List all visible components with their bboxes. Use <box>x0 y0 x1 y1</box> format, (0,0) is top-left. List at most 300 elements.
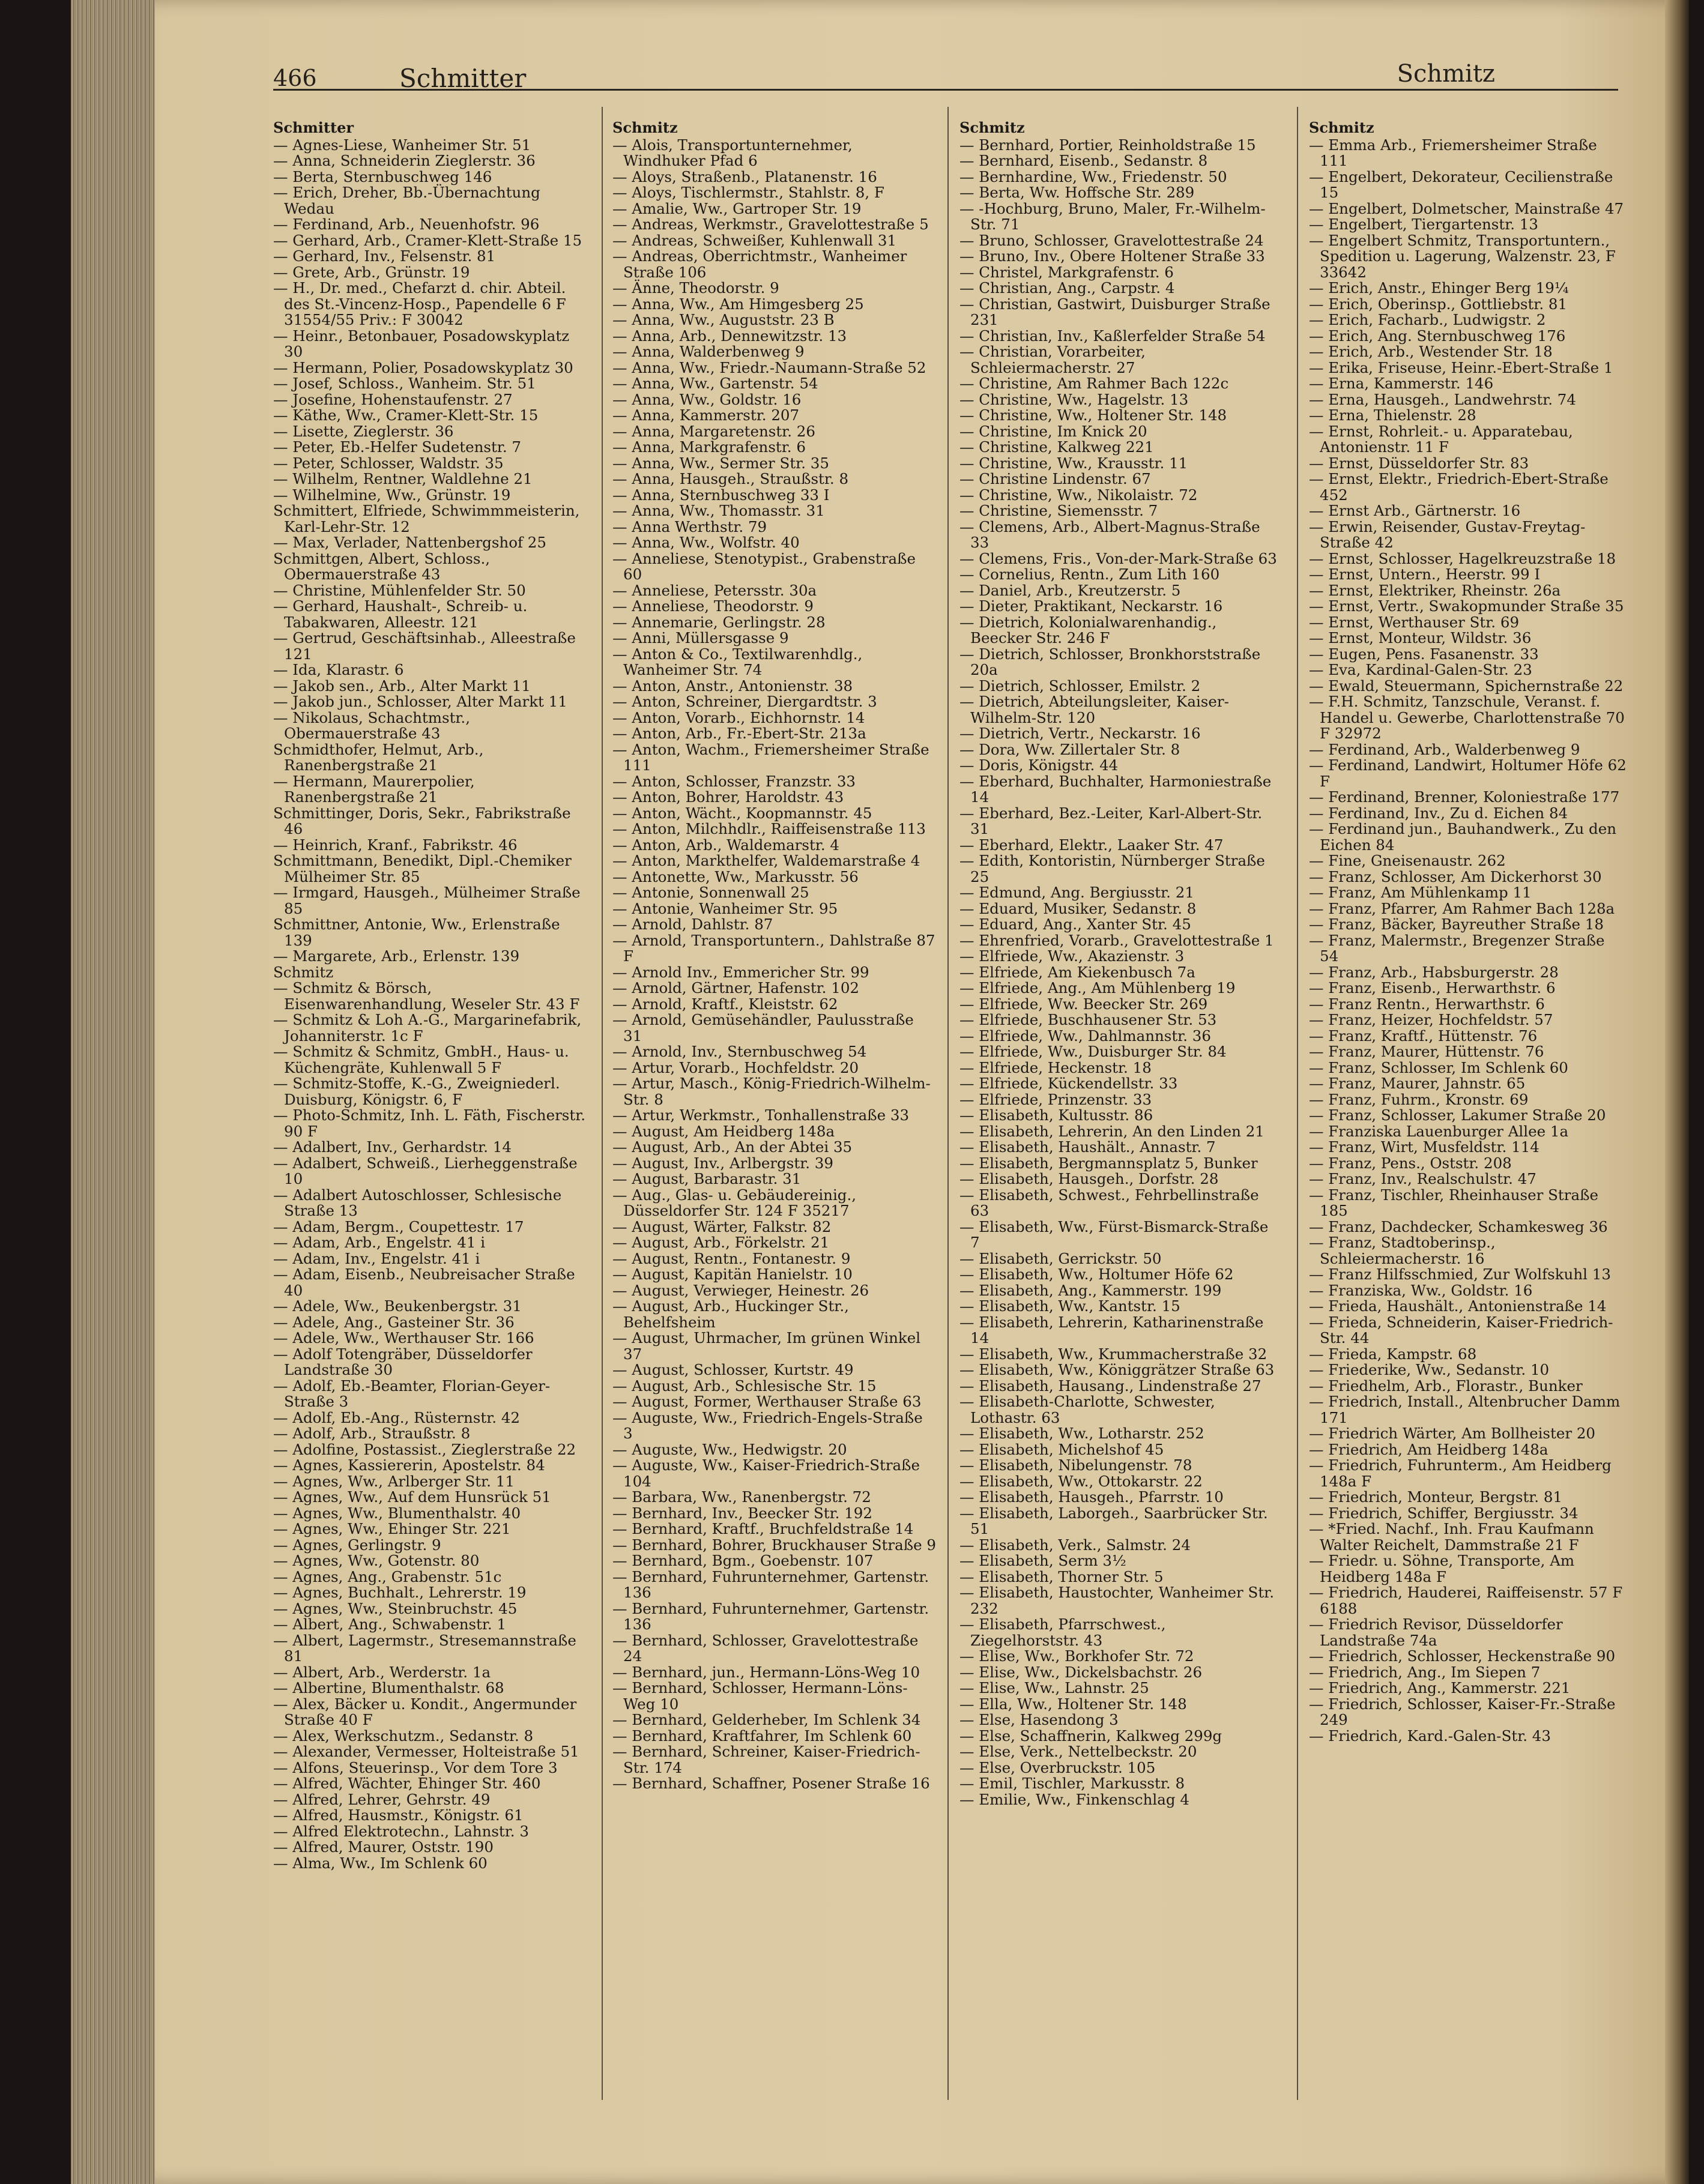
directory-entry: — August, Barbarastr. 31 <box>612 1170 802 1187</box>
directory-entry: — Franz, Schlosser, Im Schlenk 60 <box>1309 1058 1568 1076</box>
directory-entry: — August, Arb., Förkelstr. 21 <box>612 1234 830 1251</box>
directory-entry: — Amalie, Ww., Gartroper Str. 19 <box>612 199 862 217</box>
directory-entry: — Anneliese, Stenotypist., Grabenstraße 60 <box>612 549 916 583</box>
directory-entry: — Peter, Eb.-Helfer Sudetenstr. 7 <box>273 438 521 456</box>
directory-entry: — Bernhard, jun., Hermann-Löns-Weg 10 <box>612 1663 920 1681</box>
directory-entry: — Andreas, Schweißer, Kuhlenwall 31 <box>612 231 897 249</box>
directory-entry: — August, Kapitän Hanielstr. 10 <box>612 1265 853 1283</box>
directory-entry: — Dieter, Praktikant, Neckarstr. 16 <box>959 597 1223 615</box>
directory-entry: — Anna, Sternbuschweg 33 I <box>612 486 830 504</box>
directory-entry: — Albert, Arb., Werderstr. 1a <box>273 1663 491 1681</box>
directory-entry: — Ferdinand, Arb., Walderbenweg 9 <box>1309 740 1580 758</box>
directory-entry: — Elisabeth, Lehrerin, An den Linden 21 <box>959 1122 1264 1140</box>
directory-entry: — Elisabeth, Bergmannsplatz 5, Bunker <box>959 1154 1258 1172</box>
directory-entry: — Anton, Vorarb., Eichhornstr. 14 <box>612 708 865 726</box>
directory-entry: — Elisabeth, Serm 3½ <box>959 1552 1126 1569</box>
directory-entry: — Erich, Dreher, Bb.-Übernachtung Wedau <box>273 184 540 217</box>
directory-entry: — Andreas, Oberrichtmstr., Wanheimer Straße 106 <box>612 247 907 281</box>
directory-entry: — Erich, Facharb., Ludwigstr. 2 <box>1309 311 1546 328</box>
directory-entry: — Adam, Arb., Engelstr. 41 i <box>273 1234 486 1251</box>
directory-entry: — Wilhelm, Rentner, Waldlehne 21 <box>273 470 533 487</box>
directory-entry: — Emil, Tischler, Markusstr. 8 <box>959 1775 1185 1792</box>
directory-entry: — Christine, Siemensstr. 7 <box>959 502 1158 519</box>
directory-entry: — Christine, Ww., Holtener Str. 148 <box>959 406 1227 424</box>
directory-entry: — Bernhard, Bgm., Goebenstr. 107 <box>612 1552 874 1569</box>
directory-entry: Schmitz <box>273 963 334 981</box>
directory-entry: — Dora, Ww. Zillertaler Str. 8 <box>959 740 1180 758</box>
directory-entry: — Bernhard, Schlosser, Hermann-Löns-Weg 10 <box>612 1679 908 1713</box>
directory-entry: — H., Dr. med., Chefarzt d. chir. Abteil. des St.-Vincenz-Hosp., Papendelle 6 F 31554/55 Priv.: F 30042 <box>273 279 566 328</box>
directory-entry: — Elfriede, Ww., Dahlmannstr. 36 <box>959 1027 1211 1045</box>
directory-entry: — Anton & Co., Textilwarenhdlg., Wanheimer Str. 74 <box>612 645 863 678</box>
directory-entry: — Erich, Ang. Sternbuschweg 176 <box>1309 327 1566 345</box>
directory-entry: — Ernst, Elektr., Friedrich-Ebert-Straße 452 <box>1309 470 1609 504</box>
directory-entry: — August, Uhrmacher, Im grünen Winkel 37 <box>612 1329 921 1363</box>
directory-entry: — Else, Overbruckstr. 105 <box>959 1758 1156 1776</box>
directory-entry: — Franz, Arb., Habsburgerstr. 28 <box>1309 963 1559 981</box>
directory-entry: — August, Arb., Huckinger Str., Behelfsheim <box>612 1297 849 1331</box>
directory-entry: — Eduard, Musiker, Sedanstr. 8 <box>959 899 1197 917</box>
directory-entry: — Schmitz & Loh A.-G., Margarinefabrik, Johanniterstr. 1c F <box>273 1011 582 1045</box>
directory-entry: — Elfriede, Ang., Am Mühlenberg 19 <box>959 979 1236 997</box>
directory-entry: — Christine, Am Rahmer Bach 122c <box>959 375 1229 392</box>
directory-entry: — Agnes, Ww., Auf dem Hunsrück 51 <box>273 1488 551 1506</box>
column-heading: Schmitz <box>1309 120 1374 136</box>
directory-entry: — Elisabeth, Verk., Salmstr. 24 <box>959 1536 1191 1554</box>
directory-entry: — Agnes, Gerlingstr. 9 <box>273 1536 441 1554</box>
directory-entry: — Aloys, Tischlermstr., Stahlstr. 8, F <box>612 184 884 201</box>
header-running-title-right: Schmitz <box>1397 60 1495 88</box>
directory-entry: — Gerhard, Inv., Felsenstr. 81 <box>273 247 496 265</box>
directory-entry: — Artur, Vorarb., Hochfeldstr. 20 <box>612 1058 859 1076</box>
directory-entry: — Hermann, Polier, Posadowskyplatz 30 <box>273 358 573 376</box>
directory-entry: — Franz, Maurer, Hüttenstr. 76 <box>1309 1043 1544 1060</box>
directory-entry: — Elisabeth, Lehrerin, Katharinenstraße 14 <box>959 1313 1264 1347</box>
directory-entry: — Anton, Wachm., Friemersheimer Straße 111 <box>612 740 929 774</box>
directory-entry: — Erich, Anstr., Ehinger Berg 19¼ <box>1309 279 1569 297</box>
directory-entry: — Ernst, Schlosser, Hagelkreuzstraße 18 <box>1309 549 1616 567</box>
directory-entry: — Bruno, Schlosser, Gravelottestraße 24 <box>959 231 1264 249</box>
directory-entry: — Antonette, Ww., Markusstr. 56 <box>612 867 859 885</box>
directory-entry: — Edith, Kontoristin, Nürnberger Straße 25 <box>959 852 1265 885</box>
directory-entry: — August, Arb., Schlesische Str. 15 <box>612 1377 877 1395</box>
directory-entry: — Anton, Markthelfer, Waldemarstraße 4 <box>612 852 920 869</box>
directory-column-4 <box>1309 120 1627 2179</box>
book-page-edges <box>71 0 155 2184</box>
directory-entry: — Irmgard, Hausgeh., Mülheimer Straße 85 <box>273 884 581 917</box>
directory-entry: — Elisabeth, Michelshof 45 <box>959 1440 1164 1458</box>
directory-entry: — Franziska, Ww., Goldstr. 16 <box>1309 1281 1533 1299</box>
directory-entry: — August, Inv., Arlbergstr. 39 <box>612 1154 833 1172</box>
directory-entry: — Ella, Ww., Holtener Str. 148 <box>959 1695 1187 1713</box>
directory-entry: — Christine Lindenstr. 67 <box>959 470 1151 487</box>
directory-entry: — Aug., Glas- u. Gebäudereinig., Düsseldorfer Str. 124 F 35217 <box>612 1186 857 1219</box>
directory-entry: — Ehrenfried, Vorarb., Gravelottestraße 1 <box>959 931 1274 949</box>
directory-entry: Schmittinger, Doris, Sekr., Fabrikstraße 46 <box>273 804 571 837</box>
directory-entry: — Alma, Ww., Im Schlenk 60 <box>273 1854 488 1872</box>
directory-entry: — Christel, Markgrafenstr. 6 <box>959 263 1174 281</box>
directory-entry: — Ernst, Werthauser Str. 69 <box>1309 613 1520 631</box>
directory-entry: — Andreas, Werkmstr., Gravelottestraße 5 <box>612 216 929 233</box>
directory-entry: — Christine, Kalkweg 221 <box>959 438 1154 456</box>
directory-entry: — Auguste, Ww., Kaiser-Friedrich-Straße 104 <box>612 1456 920 1490</box>
directory-entry: — Arnold, Gärtner, Hafenstr. 102 <box>612 979 860 997</box>
directory-entry: — Elisabeth, Laborgeh., Saarbrücker Str. 51 <box>959 1504 1268 1537</box>
directory-entry: — Friedrich, Schiffer, Bergiusstr. 34 <box>1309 1504 1579 1522</box>
directory-entry: — Erich, Oberinsp., Gottliebstr. 81 <box>1309 295 1568 313</box>
directory-entry: — Engelbert, Dekorateur, Cecilienstraße 15 <box>1309 167 1613 201</box>
directory-entry: — Erich, Arb., Westender Str. 18 <box>1309 343 1553 360</box>
directory-entry: — Bernhard, Kraftfahrer, Im Schlenk 60 <box>612 1727 912 1745</box>
directory-entry: — Anna, Kammerstr. 207 <box>612 406 800 424</box>
directory-entry: — Grete, Arb., Grünstr. 19 <box>273 263 470 281</box>
directory-entry: — Anneliese, Petersstr. 30a <box>612 581 817 599</box>
page-header <box>273 47 1618 91</box>
directory-entry: — Arnold, Inv., Sternbuschweg 54 <box>612 1043 867 1060</box>
directory-entry: — Adolf, Eb.-Ang., Rüsternstr. 42 <box>273 1408 520 1426</box>
directory-entry: — Auguste, Ww., Friedrich-Engels-Straße 3 <box>612 1408 923 1442</box>
directory-entry: Schmittert, Elfriede, Schwimmmeisterin, Karl-Lehr-Str. 12 <box>273 502 580 535</box>
directory-entry: — Bernhardine, Ww., Friedenstr. 50 <box>959 167 1227 186</box>
directory-entry: — -Hochburg, Bruno, Maler, Fr.-Wilhelm-Str. 71 <box>959 199 1266 233</box>
directory-entry: — Bernhard, Fuhrunternehmer, Gartenstr. 136 <box>612 1599 929 1633</box>
column-heading: Schmitz <box>959 120 1025 136</box>
directory-entry: — Emma Arb., Friemersheimer Straße 111 <box>1309 136 1597 169</box>
directory-entry: — Wilhelmine, Ww., Grünstr. 19 <box>273 486 511 504</box>
directory-entry: — Agnes, Buchhalt., Lehrerstr. 19 <box>273 1584 527 1601</box>
directory-entry: — Eberhard, Buchhalter, Harmoniestraße 14 <box>959 772 1272 806</box>
directory-entry: — Friedrich, Schlosser, Kaiser-Fr.-Straße 249 <box>1309 1695 1616 1728</box>
directory-entry: — Adalbert, Inv., Gerhardstr. 14 <box>273 1138 512 1156</box>
directory-entry: — Ida, Klarastr. 6 <box>273 661 404 678</box>
directory-entry: — Elisabeth, Nibelungenstr. 78 <box>959 1456 1192 1474</box>
directory-entry: — Elisabeth, Pfarrschwest., Ziegelhorststr. 43 <box>959 1615 1166 1649</box>
directory-entry: — Franz Hilfsschmied, Zur Wolfskuhl 13 <box>1309 1265 1611 1283</box>
directory-entry: — Elfriede, Kückendellstr. 33 <box>959 1075 1178 1092</box>
directory-entry: — Franz, Heizer, Hochfeldstr. 57 <box>1309 1011 1553 1028</box>
directory-entry: — Anni, Müllersgasse 9 <box>612 629 789 647</box>
directory-entry: — Alfred, Hausmstr., Königstr. 61 <box>273 1806 524 1824</box>
directory-entry: — Agnes, Ang., Grabenstr. 51c <box>273 1567 502 1585</box>
directory-entry: — Berta, Ww. Hoffsche Str. 289 <box>959 184 1195 201</box>
directory-entry: — Alfons, Steuerinsp., Vor dem Tore 3 <box>273 1758 558 1776</box>
directory-entry: — Elfriede, Ww. Beecker Str. 269 <box>959 995 1208 1013</box>
directory-entry: — Eberhard, Bez.-Leiter, Karl-Albert-Str. 31 <box>959 804 1263 837</box>
directory-entry: — Anton, Anstr., Antonienstr. 38 <box>612 677 853 695</box>
book-spine-shadow <box>1665 0 1689 2184</box>
directory-entry: — Friedhelm, Arb., Florastr., Bunker <box>1309 1377 1583 1395</box>
directory-entry: — Dietrich, Vertr., Neckarstr. 16 <box>959 725 1201 742</box>
directory-entry: — Ernst, Rohrleit.- u. Apparatebau, Antonienstr. 11 F <box>1309 422 1573 456</box>
column-heading: Schmitz <box>612 120 678 136</box>
directory-entry: — Anna, Arb., Dennewitzstr. 13 <box>612 327 847 345</box>
directory-entry: — Anna, Ww., Wolfstr. 40 <box>612 534 800 551</box>
directory-entry: — Christian, Ang., Carpstr. 4 <box>959 279 1175 297</box>
directory-entry: — Agnes, Kassiererin, Apostelstr. 84 <box>273 1456 545 1474</box>
directory-entry: — Elfriede, Am Kiekenbusch 7a <box>959 963 1195 981</box>
directory-entry: — Franz, Malermstr., Bregenzer Straße 54 <box>1309 931 1605 965</box>
directory-entry: — Adam, Eisenb., Neubreisacher Straße 40 <box>273 1265 575 1299</box>
directory-entry: — Friedrich Wärter, Am Bollheister 20 <box>1309 1425 1596 1442</box>
directory-entry: — Ernst, Elektriker, Rheinstr. 26a <box>1309 581 1561 599</box>
directory-entry: — Alex, Bäcker u. Kondit., Angermunder Straße 40 F <box>273 1695 577 1728</box>
directory-entry: — August, Wärter, Falkstr. 82 <box>612 1217 832 1235</box>
directory-entry: — Margarete, Arb., Erlenstr. 139 <box>273 947 520 965</box>
directory-entry: — Adele, Ang., Gasteiner Str. 36 <box>273 1313 515 1331</box>
directory-entry: — Anton, Schlosser, Franzstr. 33 <box>612 772 856 790</box>
directory-entry: — Anton, Arb., Fr.-Ebert-Str. 213a <box>612 725 866 742</box>
directory-entry: — Franziska Lauenburger Allee 1a <box>1309 1122 1569 1140</box>
directory-entry: — Ernst, Düsseldorfer Str. 83 <box>1309 454 1529 472</box>
directory-entry: — Erna, Kammerstr. 146 <box>1309 375 1494 392</box>
directory-entry: — Änne, Theodorstr. 9 <box>612 279 779 297</box>
directory-entry: — Franz, Kraftf., Hüttenstr. 76 <box>1309 1027 1538 1045</box>
directory-entry: — Anna, Schneiderin Zieglerstr. 36 <box>273 152 536 169</box>
directory-entry: — Max, Verlader, Nattenbergshof 25 <box>273 534 546 551</box>
directory-entry: — Adele, Ww., Werthauser Str. 166 <box>273 1329 534 1347</box>
column-heading: Schmitter <box>273 120 354 136</box>
directory-entry: — Bernhard, Schreiner, Kaiser-Friedrich-Str. 174 <box>612 1743 920 1776</box>
directory-entry: — Barbara, Ww., Ranenbergstr. 72 <box>612 1488 871 1506</box>
directory-entry: — Christine, Ww., Hagelstr. 13 <box>959 390 1189 408</box>
directory-column-1 <box>273 120 591 2179</box>
directory-entry: — Arnold, Kraftf., Kleiststr. 62 <box>612 995 838 1013</box>
directory-entry: — Elisabeth, Kultusstr. 86 <box>959 1106 1153 1124</box>
directory-entry: — Else, Hasendong 3 <box>959 1711 1119 1728</box>
directory-entry: — Clemens, Arb., Albert-Magnus-Straße 33 <box>959 517 1260 551</box>
directory-entry: — Lisette, Zieglerstr. 36 <box>273 422 454 440</box>
directory-entry: — F.H. Schmitz, Tanzschule, Veranst. f. Handel u. Gewerbe, Charlottenstraße 70 F 32972 <box>1309 693 1625 742</box>
directory-entry: — Adalbert Autoschlosser, Schlesische Straße 13 <box>273 1186 562 1219</box>
directory-entry: — Adalbert, Schweiß., Lierheggenstraße 10 <box>273 1154 578 1187</box>
directory-entry: — Ferdinand jun., Bauhandwerk., Zu den Eichen 84 <box>1309 820 1617 854</box>
directory-entry: — Anna, Ww., Gartenstr. 54 <box>612 375 818 392</box>
directory-entry: — Anna, Margaretenstr. 26 <box>612 422 815 440</box>
directory-entry: — Ernst, Monteur, Wildstr. 36 <box>1309 629 1532 647</box>
directory-entry: — Erna, Hausgeh., Landwehrstr. 74 <box>1309 390 1576 408</box>
directory-entry: — Daniel, Arb., Kreutzerstr. 5 <box>959 581 1181 599</box>
directory-entry: — Adele, Ww., Beukenbergstr. 31 <box>273 1297 522 1315</box>
directory-entry: — Frieda, Kampstr. 68 <box>1309 1345 1477 1363</box>
directory-entry: Schmittner, Antonie, Ww., Erlenstraße 139 <box>273 916 560 949</box>
directory-entry: — Elisabeth, Hausang., Lindenstraße 27 <box>959 1377 1261 1395</box>
directory-entry: — Schmitz & Börsch, Eisenwarenhandlung, Weseler Str. 43 F <box>273 979 580 1013</box>
directory-entry: — Friedrich, Ang., Im Siepen 7 <box>1309 1663 1541 1681</box>
directory-entry: — Christine, Mühlenfelder Str. 50 <box>273 581 526 599</box>
directory-entry: — Ernst, Vertr., Swakopmunder Straße 35 <box>1309 597 1624 615</box>
directory-entry: — Elisabeth, Ang., Kammerstr. 199 <box>959 1281 1222 1299</box>
directory-entry: — Nikolaus, Schachtmstr., Obermauerstraße 43 <box>273 708 471 742</box>
directory-entry: — Anton, Schreiner, Diergardtstr. 3 <box>612 693 877 710</box>
directory-entry: — Gerhard, Arb., Cramer-Klett-Straße 15 <box>273 231 582 249</box>
directory-entry: — Arnold, Gemüsehändler, Paulusstraße 31 <box>612 1011 914 1045</box>
directory-entry: — Arnold Inv., Emmericher Str. 99 <box>612 963 869 981</box>
directory-entry: — Photo-Schmitz, Inh. L. Fäth, Fischerstr. 90 F <box>273 1106 586 1140</box>
directory-entry: — Hermann, Maurerpolier, Ranenbergstraße 21 <box>273 772 475 806</box>
directory-entry: — Franz, Inv., Realschulstr. 47 <box>1309 1170 1536 1187</box>
directory-entry: — Elise, Ww., Borkhofer Str. 72 <box>959 1647 1194 1665</box>
directory-entry: — Arnold, Transportuntern., Dahlstraße 87 F <box>612 931 935 965</box>
directory-entry: — Elisabeth-Charlotte, Schwester, Lothastr. 63 <box>959 1393 1215 1426</box>
directory-entry: — Franz, Eisenb., Herwarthstr. 6 <box>1309 979 1556 997</box>
directory-entry: — Ferdinand, Inv., Zu d. Eichen 84 <box>1309 804 1568 822</box>
directory-entry: — Ewald, Steuermann, Spichernstraße 22 <box>1309 677 1624 695</box>
page-number: 466 <box>273 65 317 91</box>
directory-entry: — Franz, Tischler, Rheinhauser Straße 185 <box>1309 1186 1598 1219</box>
directory-entry: — Dietrich, Kolonialwarenhandig., Beecker Str. 246 F <box>959 613 1217 647</box>
directory-entry: — Cornelius, Rentn., Zum Lith 160 <box>959 566 1220 583</box>
directory-entry: — Frieda, Haushält., Antonienstraße 14 <box>1309 1297 1607 1315</box>
directory-entry: — Eugen, Pens. Fasanenstr. 33 <box>1309 645 1539 663</box>
directory-entry: — Alfred, Maurer, Oststr. 190 <box>273 1838 494 1856</box>
directory-entry: — August, Schlosser, Kurtstr. 49 <box>612 1361 854 1378</box>
directory-entry: — Elisabeth, Haushält., Annastr. 7 <box>959 1138 1216 1156</box>
directory-entry: Schmidthofer, Helmut, Arb., Ranenbergstraße 21 <box>273 740 484 774</box>
directory-entry: — Alois, Transportunternehmer, Windhuker Pfad 6 <box>612 136 853 169</box>
directory-entry: — Bernhard, Fuhrunternehmer, Gartenstr. 136 <box>612 1567 929 1601</box>
directory-entry: — Bernhard, Gelderheber, Im Schlenk 34 <box>612 1711 921 1728</box>
directory-entry: — Elfriede, Ww., Akazienstr. 3 <box>959 947 1185 965</box>
directory-entry: — Friedrich, Schlosser, Heckenstraße 90 <box>1309 1647 1616 1665</box>
directory-entry: — Else, Verk., Nettelbeckstr. 20 <box>959 1743 1197 1760</box>
directory-entry: — Elfriede, Heckenstr. 18 <box>959 1058 1152 1076</box>
directory-entry: — Else, Schaffnerin, Kalkweg 299g <box>959 1727 1222 1745</box>
directory-entry: — Gertrud, Geschäftsinhab., Alleestraße 121 <box>273 629 576 663</box>
directory-entry: — August, Arb., An der Abtei 35 <box>612 1138 853 1156</box>
column-rule <box>602 107 603 2100</box>
directory-entry: — Elisabeth, Schwest., Fehrbellinstraße 63 <box>959 1186 1259 1219</box>
directory-entry: — Friedrich, Kard.-Galen-Str. 43 <box>1309 1727 1551 1745</box>
directory-entry: — Elfriede, Ww., Duisburger Str. 84 <box>959 1043 1227 1060</box>
directory-entry: — Käthe, Ww., Cramer-Klett-Str. 15 <box>273 406 539 424</box>
directory-entry: — Berta, Sternbuschweg 146 <box>273 167 492 186</box>
directory-entry: — Bernhard, Inv., Beecker Str. 192 <box>612 1504 872 1522</box>
directory-entry: — Agnes, Ww., Arlberger Str. 11 <box>273 1472 515 1490</box>
directory-entry: — Bernhard, Bohrer, Bruckhauser Straße 9 <box>612 1536 936 1554</box>
directory-entry: — Friedrich, Fuhrunterm., Am Heidberg 148a F <box>1309 1456 1612 1490</box>
directory-entry: — Ferdinand, Landwirt, Holtumer Höfe 62 F <box>1309 756 1627 790</box>
directory-entry: — Agnes, Ww., Blumenthalstr. 40 <box>273 1504 521 1522</box>
directory-entry: — Adolf, Arb., Straußstr. 8 <box>273 1425 471 1442</box>
directory-entry: Schmittmann, Benedikt, Dipl.-Chemiker Mülheimer Str. 85 <box>273 852 572 885</box>
directory-entry: — Adolf Totengräber, Düsseldorfer Landstraße 30 <box>273 1345 533 1378</box>
directory-entry: — Edmund, Ang. Bergiusstr. 21 <box>959 884 1194 901</box>
directory-entry: — Fine, Gneisenaustr. 262 <box>1309 852 1506 869</box>
directory-entry: — Anna, Ww., Thomasstr. 31 <box>612 502 825 519</box>
directory-entry: — Albertine, Blumenthalstr. 68 <box>273 1679 504 1697</box>
directory-entry: — Agnes, Ww., Steinbruchstr. 45 <box>273 1599 518 1617</box>
directory-entry: — Adam, Bergm., Coupettestr. 17 <box>273 1217 524 1235</box>
directory-entry: — Clemens, Fris., Von-der-Mark-Straße 63 <box>959 549 1277 567</box>
directory-entry: — Agnes, Ww., Ehinger Str. 221 <box>273 1520 511 1537</box>
directory-entry: — Doris, Königstr. 44 <box>959 756 1119 774</box>
directory-entry: — Anton, Milchhdlr., Raiffeisenstraße 113 <box>612 820 926 837</box>
directory-entry: — Anna, Markgrafenstr. 6 <box>612 438 806 456</box>
directory-entry: — Schmitz & Schmitz, GmbH., Haus- u. Küchengräte, Kuhlenwall 5 F <box>273 1043 569 1076</box>
directory-entry: — Bernhard, Eisenb., Sedanstr. 8 <box>959 152 1208 169</box>
directory-entry: — Elisabeth, Hausgeh., Pfarrstr. 10 <box>959 1488 1224 1506</box>
directory-entry: — Elisabeth, Ww., Ottokarstr. 22 <box>959 1472 1203 1490</box>
directory-entry: — Anna, Walderbenweg 9 <box>612 343 805 360</box>
directory-entry: — Eduard, Ang., Xanter Str. 45 <box>959 916 1191 933</box>
directory-entry: — Ernst Arb., Gärtnerstr. 16 <box>1309 502 1521 519</box>
directory-entry: — Alex, Werkschutzm., Sedanstr. 8 <box>273 1727 534 1745</box>
directory-entry: — Agnes, Ww., Gotenstr. 80 <box>273 1552 480 1569</box>
directory-column-3 <box>959 120 1278 2179</box>
directory-entry: Schmittgen, Albert, Schloss., Obermauerstraße 43 <box>273 549 491 583</box>
directory-entry: — Friedrich, Ang., Kammerstr. 221 <box>1309 1679 1571 1697</box>
header-running-title-left: Schmitter <box>399 64 527 93</box>
directory-entry: — Christian, Gastwirt, Duisburger Straße 231 <box>959 295 1270 328</box>
directory-entry: — Eberhard, Elektr., Laaker Str. 47 <box>959 836 1224 854</box>
directory-entry: — Artur, Werkmstr., Tonhallenstraße 33 <box>612 1106 910 1124</box>
directory-entry: — Anna, Ww., Friedr.-Naumann-Straße 52 <box>612 358 926 376</box>
directory-entry: — Friedrich, Am Heidberg 148a <box>1309 1440 1548 1458</box>
directory-entry: — Auguste, Ww., Hedwigstr. 20 <box>612 1440 847 1458</box>
directory-entry: — Franz, Wirt, Musfeldstr. 114 <box>1309 1138 1539 1156</box>
directory-entry: — Elise, Ww., Dickelsbachstr. 26 <box>959 1663 1203 1681</box>
directory-entry: — Schmitz-Stoffe, K.-G., Zweigniederl. Duisburg, Königstr. 6, F <box>273 1075 560 1108</box>
directory-entry: — Adolf, Eb.-Beamter, Florian-Geyer-Straße 3 <box>273 1377 551 1410</box>
directory-entry: — Anna, Ww., Auguststr. 23 B <box>612 311 835 328</box>
directory-entry: — Engelbert, Dolmetscher, Mainstraße 47 <box>1309 199 1624 217</box>
directory-entry: — Adam, Inv., Engelstr. 41 i <box>273 1249 480 1267</box>
directory-entry: — Franz, Bäcker, Bayreuther Straße 18 <box>1309 916 1604 933</box>
directory-entry: — Friedrich, Hauderei, Raiffeisenstr. 57 F 6188 <box>1309 1584 1623 1617</box>
directory-entry: — Bernhard, Schlosser, Gravelottestraße 24 <box>612 1631 919 1665</box>
directory-entry: — Gerhard, Haushalt-, Schreib- u. Tabakwaren, Alleestr. 121 <box>273 597 528 631</box>
directory-entry: — Anton, Bohrer, Haroldstr. 43 <box>612 788 844 806</box>
directory-entry: — Friedrich, Install., Altenbrucher Damm 171 <box>1309 1393 1621 1426</box>
directory-entry: — Franz Rentn., Herwarthstr. 6 <box>1309 995 1545 1013</box>
directory-entry: — Christine, Ww., Nikolaistr. 72 <box>959 486 1198 504</box>
directory-entry: — *Fried. Nachf., Inh. Frau Kaufmann Walter Reichelt, Dammstraße 21 F <box>1309 1520 1594 1554</box>
directory-column-2 <box>612 120 937 2179</box>
directory-entry: — Anna, Ww., Am Himgesberg 25 <box>612 295 864 313</box>
directory-entry: — Dietrich, Abteilungsleiter, Kaiser-Wilhelm-Str. 120 <box>959 693 1229 726</box>
directory-entry: — Christine, Ww., Krausstr. 11 <box>959 454 1188 472</box>
directory-entry: — Franz, Maurer, Jahnstr. 65 <box>1309 1075 1526 1092</box>
directory-entry: — Christian, Inv., Kaßlerfelder Straße 54 <box>959 327 1266 345</box>
directory-entry: — Bruno, Inv., Obere Holtener Straße 33 <box>959 247 1265 265</box>
directory-entry: — Elisabeth, Haustochter, Wanheimer Str. 232 <box>959 1584 1274 1617</box>
directory-entry: — Erwin, Reisender, Gustav-Freytag-Straße 42 <box>1309 517 1586 551</box>
directory-entry: — August, Former, Werthauser Straße 63 <box>612 1393 922 1410</box>
directory-entry: — Erika, Friseuse, Heinr.-Ebert-Straße 1 <box>1309 358 1613 376</box>
column-rule <box>1297 107 1298 2100</box>
directory-entry: — Elisabeth, Ww., Fürst-Bismarck-Straße 7 <box>959 1217 1269 1251</box>
directory-entry: — Ferdinand, Arb., Neuenhofstr. 96 <box>273 216 540 233</box>
directory-entry: — Bernhard, Schaffner, Posener Straße 16 <box>612 1775 930 1792</box>
directory-entry: — Frieda, Schneiderin, Kaiser-Friedrich-Str. 44 <box>1309 1313 1613 1347</box>
directory-entry: — August, Am Heidberg 148a <box>612 1122 835 1140</box>
directory-entry: — Anna, Hausgeh., Straußstr. 8 <box>612 470 849 487</box>
directory-entry: — Bernhard, Kraftf., Bruchfeldstraße 14 <box>612 1520 914 1537</box>
directory-entry: — August, Verwieger, Heinestr. 26 <box>612 1281 869 1299</box>
directory-entry: — Franz, Fuhrm., Kronstr. 69 <box>1309 1090 1529 1108</box>
directory-entry: — Albert, Ang., Schwabenstr. 1 <box>273 1615 507 1633</box>
directory-entry: — Artur, Masch., König-Friedrich-Wilhelm-Str. 8 <box>612 1075 931 1108</box>
directory-entry: — Engelbert Schmitz, Transportuntern., Spedition u. Lagerung, Walzenstr. 23, F 33642 <box>1309 231 1616 281</box>
directory-entry: — Anton, Wächt., Koopmannstr. 45 <box>612 804 872 822</box>
directory-entry: — August, Rentn., Fontanestr. 9 <box>612 1249 851 1267</box>
directory-entry: — Alfred, Wächter, Ehinger Str. 460 <box>273 1775 541 1792</box>
directory-entry: — Bernhard, Portier, Reinholdstraße 15 <box>959 136 1256 154</box>
directory-entry: — Alfred, Lehrer, Gehrstr. 49 <box>273 1790 491 1808</box>
directory-entry: — Aloys, Straßenb., Platanenstr. 16 <box>612 167 877 186</box>
directory-entry: — Annemarie, Gerlingstr. 28 <box>612 613 826 631</box>
directory-entry: — Friederike, Ww., Sedanstr. 10 <box>1309 1361 1550 1378</box>
